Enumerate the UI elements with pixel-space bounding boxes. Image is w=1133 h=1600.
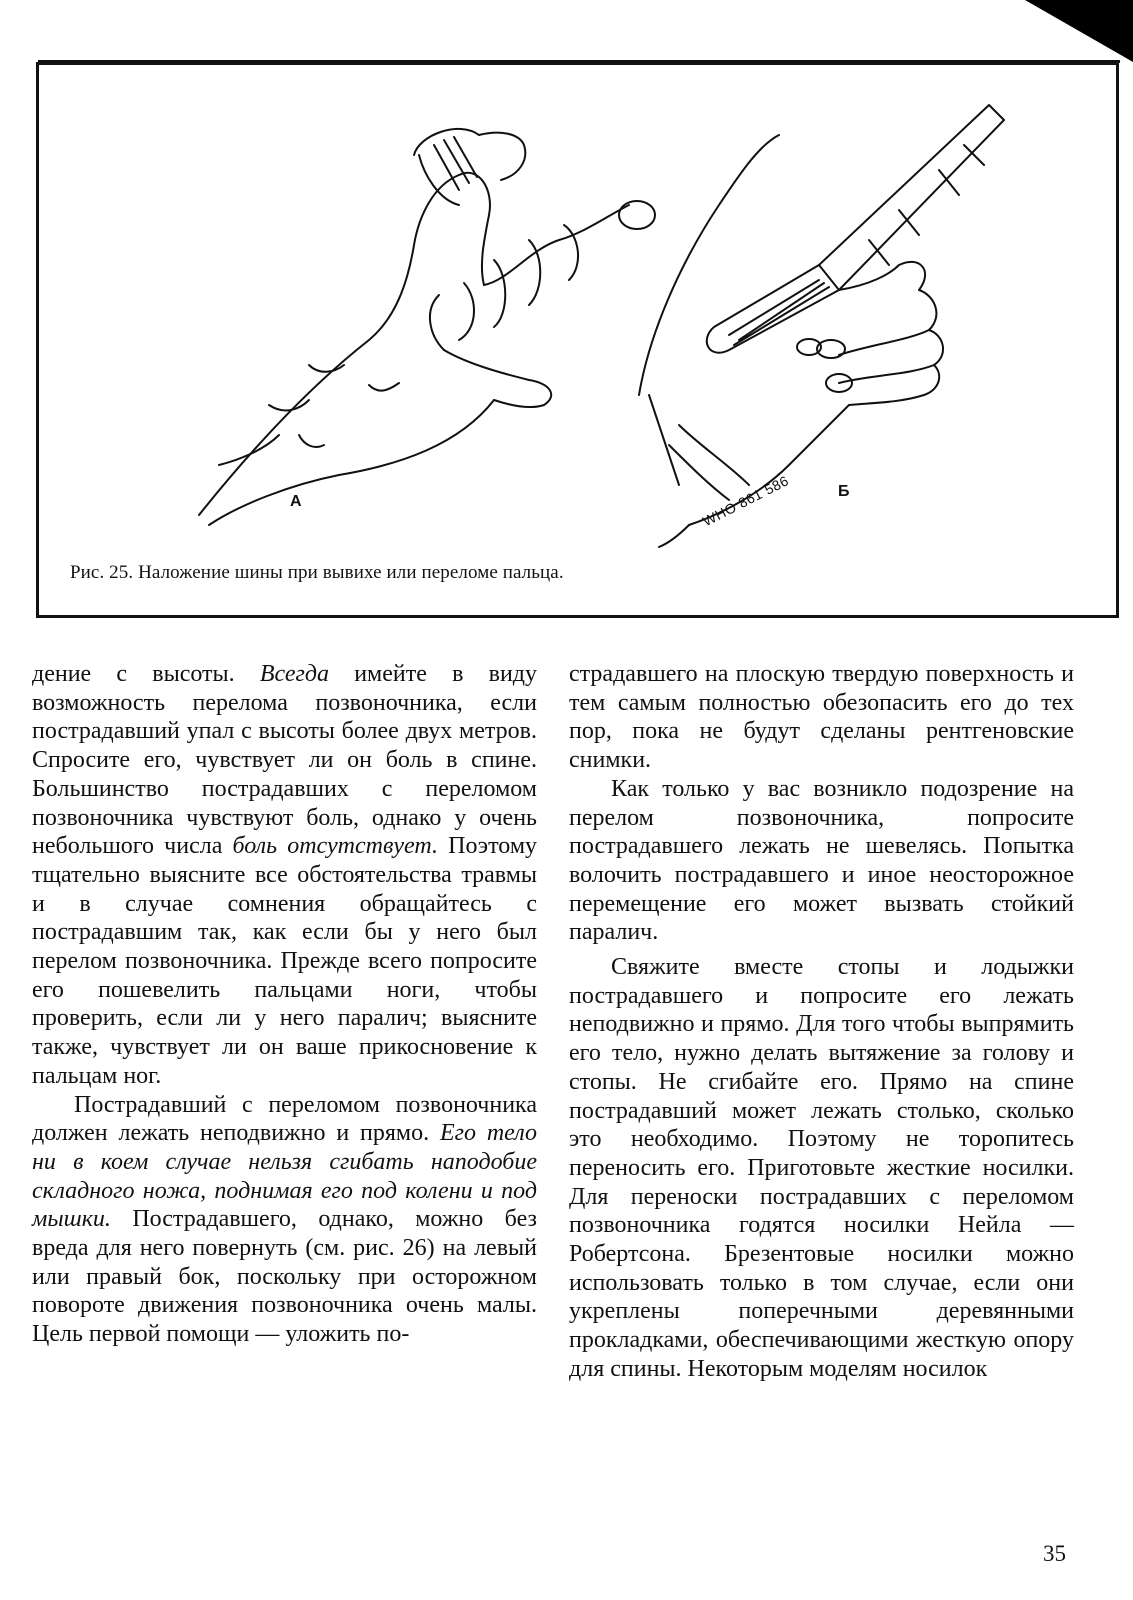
right-column [569,660,1074,1384]
figure-frame [36,62,1119,618]
right-paragraph-2: Как только у вас возникло подозрение на перелом позвоночника, попросите пострадавшего лежать не шевелясь. Попытка волочить пострадавшего и иное неосторожное перемещение его может вызвать стойкий паралич. [569,775,1074,946]
figure-caption: Рис. 25. Наложение шины при вывихе или переломе пальца. [70,562,564,583]
hand-splint-illustration [39,65,1116,615]
text-run: имейте в виду возможность перелома позвоночника, если пострадавший упал с высоты более двух метров. Спросите его, чувствует ли он боль в спине. Большинство пострадавших с переломом позвоночника чувствуют боль, однако у очень небольшого числа [32,661,537,860]
left-column [32,660,537,1349]
emphasis-text: Его тело ни в коем случае нельзя сгибать наподобие складного ножа, поднимая его под колени и под мышки. [32,1120,537,1233]
hand-a-drawing [199,129,655,525]
hand-b-drawing [639,105,1004,547]
figure-label-a: А [290,493,302,510]
figure-code: WHO 861 586 [700,472,792,530]
text-run: дение с высоты. [32,661,260,687]
right-paragraph-3: Свяжите вместе стопы и лодыжки пострадавшего и попросите его лежать неподвижно и прямо. Для того чтобы выпрямить его тело, нужно делать вытяжение за голову и стопы. Не сгибайте его. Прямо на спине пострадавший может лежать столько, сколько это необходимо. Поэтому не торопитесь переносить его. Приготовьте жесткие носилки. Для переноски пострадавших с переломом позвоночника годятся носилки Нейла — Робертсона. Брезентовые носилки можно использовать только в том случае, если они укреплены поперечными деревянными прокладками, обеспечивающими жесткую опору для спины. Некоторым моделям носилок [569,954,1074,1382]
figure-label-b: Б [838,483,850,500]
emphasis-text: боль отсутствует. [232,833,439,860]
page-number: 35 [1043,1541,1066,1566]
text-run: Поэтому тщательно выясните все обстоятельства травмы и в случае сомнения обращайтесь с пострадавшим так, как если бы у него был перелом позвоночника. Прежде всего попросите его пошевелить пальцами ноги, чтобы проверить, если ли у него паралич; выясните также, чувствует ли он ваше прикосновение к пальцам ног. [32,833,537,1089]
emphasis-text: Всегда [259,661,330,687]
left-paragraph-1 [32,660,537,1091]
page-corner-mark [1025,0,1133,62]
text-run: Пострадавшего, однако, можно без вреда для него повернуть (см. рис. 26) на левый или правый бок, поскольку при осторожном повороте движения позвоночника очень малы. Цель первой помощи — уложить по- [32,1206,537,1348]
left-paragraph-2 [32,1091,537,1349]
text-run: Пострадавший с переломом позвоночника должен лежать неподвижно и прямо. [32,1091,537,1147]
right-paragraph-1: страдавшего на плоскую твердую поверхность и тем самым полностью обезопасить его до тех пор, пока не будут сделаны рентгеновские снимки. [569,661,1074,774]
